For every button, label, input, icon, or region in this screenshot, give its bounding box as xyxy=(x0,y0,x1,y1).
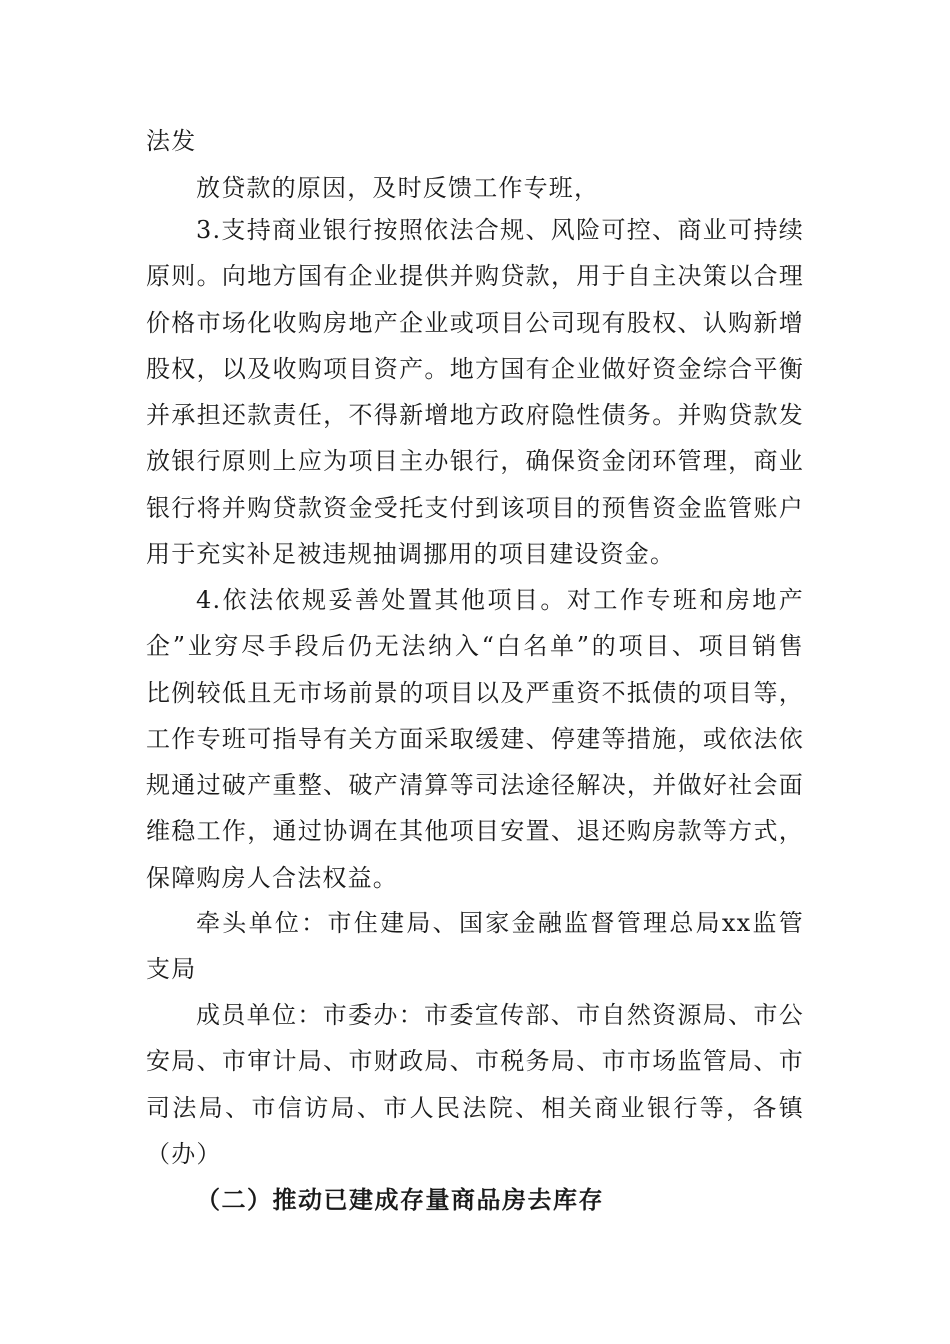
text-line-14: 工作专班可指导有关方面采取缓建、停建等措施，或依法依 xyxy=(146,725,804,753)
text-line-3: 3.支持商业银行按照依法合规、风险可控、商业可持续 xyxy=(196,216,804,244)
text-line-4: 原则。向地方国有企业提供并购贷款，用于自主决策以合理 xyxy=(146,262,804,290)
text-line-5: 价格市场化收购房地产企业或项目公司现有股权、认购新增 xyxy=(146,309,804,337)
text-line-21: 安局、市审计局、市财政局、市税务局、市市场监管局、市 xyxy=(146,1047,804,1075)
text-line-15: 规通过破产重整、破产清算等司法途径解决，并做好社会面 xyxy=(146,771,804,799)
text-line-10: 用于充实补足被违规抽调挪用的项目建设资金。 xyxy=(146,540,676,568)
text-line-11: 4.依法依规妥善处置其他项目。对工作专班和房地产 xyxy=(196,586,804,614)
text-line-13: 比例较低且无市场前景的项目以及严重资不抵债的项目等， xyxy=(146,679,804,707)
text-line-17: 保障购房人合法权益。 xyxy=(146,864,398,892)
text-line-23: （办） xyxy=(146,1140,222,1168)
text-line-12: 企”业穷尽手段后仍无法纳入“白名单”的项目、项目销售 xyxy=(146,632,804,660)
text-line-16: 维稳工作，通过协调在其他项目安置、退还购房款等方式， xyxy=(146,817,804,845)
text-line-9: 银行将并购贷款资金受托支付到该项目的预售资金监管账户 xyxy=(146,494,804,522)
text-line-22: 司法局、市信访局、市人民法院、相关商业银行等，各镇 xyxy=(146,1094,804,1122)
text-line-2: 放贷款的原因，及时反馈工作专班， xyxy=(196,174,600,202)
text-line-7: 并承担还款责任，不得新增地方政府隐性债务。并购贷款发 xyxy=(146,401,804,429)
text-line-8: 放银行原则上应为项目主办银行，确保资金闭环管理，商业 xyxy=(146,447,804,475)
text-line-20: 成员单位：市委办：市委宣传部、市自然资源局、市公 xyxy=(196,1001,804,1029)
text-line-18: 牵头单位：市住建局、国家金融监督管理总局xx监管 xyxy=(196,909,804,937)
text-line-19: 支局 xyxy=(146,955,197,983)
text-line-1: 法发 xyxy=(146,127,197,155)
section-heading: （二）推动已建成存量商品房去库存 xyxy=(196,1185,604,1214)
text-line-6: 股权，以及收购项目资产。地方国有企业做好资金综合平衡 xyxy=(146,355,804,383)
